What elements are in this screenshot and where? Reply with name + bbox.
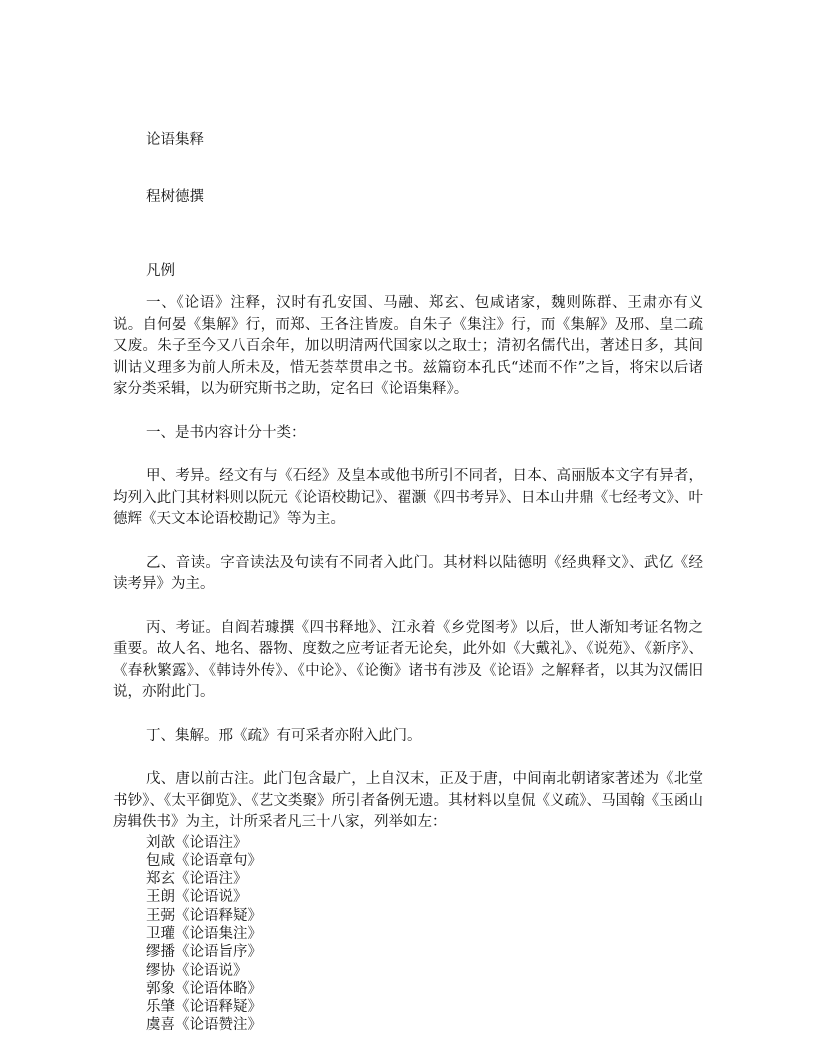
list-item: 缪协《论语说》: [146, 962, 248, 979]
paragraph-yindu: 乙、音读。字音读法及句读有不同者入此门。其材料以陆德明《经典释文》、武亿《经读考异》为主。: [113, 554, 703, 592]
section-heading: 凡例: [146, 263, 175, 279]
document-body: [113, 293, 703, 1035]
paragraph-jijie: 丁、集解。邢《疏》有可采者亦附入此门。: [146, 727, 422, 744]
list-item: 虞喜《论语赞注》: [146, 1017, 262, 1034]
document-author: 程树德撰: [146, 189, 204, 205]
document-title: 论语集释: [146, 132, 204, 148]
list-item: 卫瓘《论语集注》: [146, 925, 262, 942]
paragraph-categories: 一、是书内容计分十类：: [146, 424, 306, 441]
paragraph-kaoyi: 甲、考异。经文有与《石经》及皇本或他书所引不同者，日本、高丽版本文字有异者，均列入此门其材料则以阮元《论语校勘记》、翟灏《四书考异》、日本山井鼎《七经考文》、叶德辉《天文本论语校勘记》等为主。: [113, 468, 703, 527]
commentator-list: [113, 834, 703, 1035]
list-item: 刘歆《论语注》: [146, 834, 248, 851]
paragraph-intro: 一、《论语》注释，汉时有孔安国、马融、郑玄、包咸诸家，魏则陈群、王肃亦有义说。自何晏《集解》行，而郑、王各注皆废。自朱子《集注》行，而《集解》及邢、皇二疏又废。朱子至今又八百余年，加以明清两代国家以之取士；清初名儒代出，著述日多，其间训诂义理多为前人所未及，惜无荟萃贯串之书。兹篇窃本孔氏“述而不作”之旨，将宋以后诸家分类采辑，以为研究斯书之助，定名曰《论语集释》。: [113, 295, 703, 397]
list-item: 缪播《论语旨序》: [146, 944, 262, 961]
paragraph-kaozheng: 丙、考证。自阎若璩撰《四书释地》、江永着《乡党图考》以后，世人渐知考证名物之重要。故人名、地名、器物、度数之应考证者无论矣，此外如《大戴礼》、《说苑》、《新序》、《春秋繁露》、《韩诗外传》、《中论》、《论衡》诸书有涉及《论语》之解释者，以其为汉儒旧说，亦附此门。: [113, 619, 703, 700]
list-item: 包咸《论语章句》: [146, 852, 262, 869]
list-item: 王弼《论语释疑》: [146, 907, 262, 924]
list-item: 乐肇《论语释疑》: [146, 999, 262, 1016]
list-item: 王朗《论语说》: [146, 889, 248, 906]
list-item: 郭象《论语体略》: [146, 980, 262, 997]
paragraph-guzhu: 戊、唐以前古注。此门包含最广，上自汉末，正及于唐，中间南北朝诸家著述为《北堂书钞》、《太平御览》、《艺文类聚》所引者备例无遗。其材料以皇侃《义疏》、马国翰《玉函山房辑佚书》为主，计所采者凡三十八家，列举如左：: [113, 771, 703, 830]
list-item: 郑玄《论语注》: [146, 871, 248, 888]
